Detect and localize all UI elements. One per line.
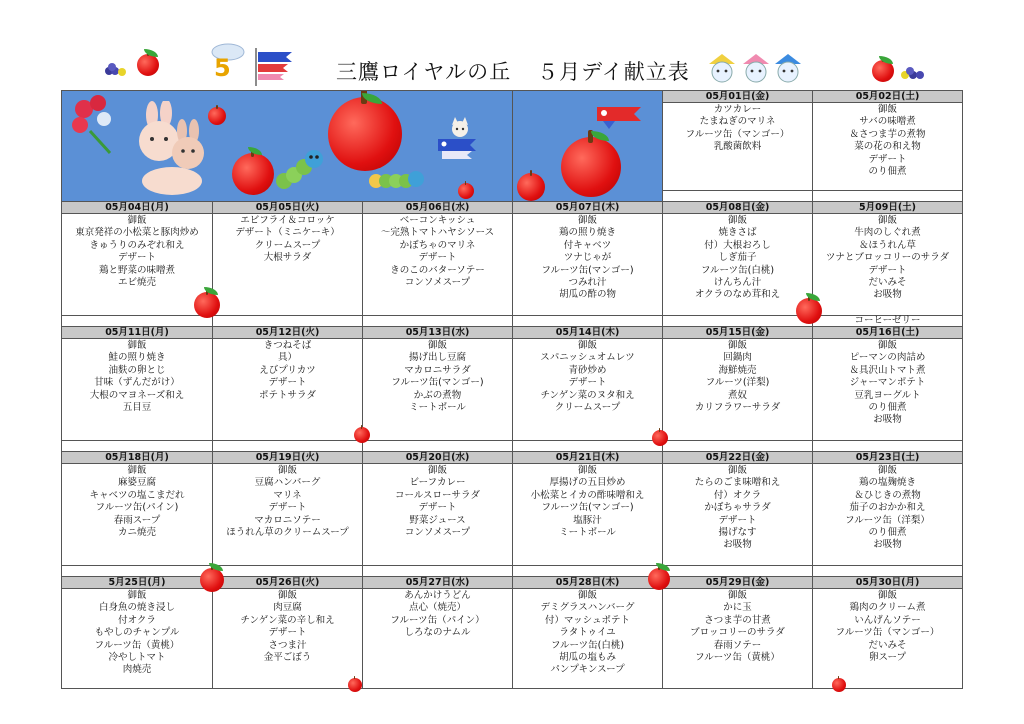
day-cell <box>213 577 363 689</box>
menu-item: 大根のマヨネーズ和え <box>89 389 185 401</box>
day-extra <box>513 565 662 576</box>
day-menu <box>213 589 362 688</box>
menu-item: 揚げなす <box>718 527 757 539</box>
day-cell <box>363 327 513 452</box>
day-menu <box>363 464 512 565</box>
menu-item: 鮭の照り焼き <box>108 352 166 364</box>
menu-item: 御飯 <box>578 590 598 601</box>
menu-item: ほうれん草のクリームスープ <box>226 527 349 539</box>
day-date: 05月12日(火) <box>213 327 362 339</box>
menu-item: きつねそば <box>263 340 312 351</box>
menu-item: フルーツ缶(白桃) <box>700 264 775 276</box>
menu-item: デザート <box>868 153 907 165</box>
grapes-icon <box>104 62 128 76</box>
day-cell <box>813 452 963 577</box>
menu-item: ＆具沢山トマト煮 <box>849 364 926 376</box>
menu-item: 卵スープ <box>868 652 907 664</box>
menu-item: 胡瓜の塩もみ <box>559 652 617 664</box>
banner-illustration <box>513 91 663 202</box>
menu-item: マカロニサラダ <box>404 364 471 376</box>
day-date: 05月26日(火) <box>213 577 362 589</box>
day-cell <box>813 202 963 327</box>
menu-item: チンゲン菜の辛し和え <box>240 614 335 626</box>
carp-streamer-icon <box>597 101 645 137</box>
menu-item: コンソメスープ <box>404 527 471 539</box>
apple-icon <box>328 97 402 171</box>
rabbit-illustration <box>124 101 220 197</box>
menu-item: 鶏の塩麹焼き <box>859 477 917 489</box>
day-menu <box>62 589 212 688</box>
day-date: 05月04日(月) <box>62 202 212 214</box>
menu-item: だいみそ <box>868 639 907 651</box>
day-date: 05月20日(水) <box>363 452 512 464</box>
day-extra: コーヒーゼリー <box>813 315 962 326</box>
menu-item: 春雨ソテー <box>713 639 762 651</box>
menu-item: たまねぎのマリネ <box>699 116 776 128</box>
menu-item: ミートボール <box>559 527 616 539</box>
menu-item: 御飯 <box>728 465 748 476</box>
day-menu <box>813 464 962 565</box>
menu-item: 御飯 <box>878 465 898 476</box>
menu-item: お吸物 <box>873 539 902 551</box>
menu-item: 乳酸菌飲料 <box>713 141 762 153</box>
menu-item: 御飯 <box>728 340 748 351</box>
menu-item: きのこのバターソテー <box>390 264 485 276</box>
day-menu <box>513 464 662 565</box>
menu-item: しぎ茄子 <box>718 252 757 264</box>
menu-item: お吸物 <box>873 414 902 426</box>
menu-item: デザート <box>718 514 757 526</box>
day-date: 05月11日(月) <box>62 327 212 339</box>
menu-item: チンゲン菜のヌタ和え <box>540 389 635 401</box>
menu-item: 付キャベツ <box>563 239 612 251</box>
menu-item: きゅうりのみぞれ和え <box>89 239 185 251</box>
menu-item: デザート（ミニケーキ） <box>235 227 340 239</box>
day-menu <box>62 464 212 565</box>
day-cell <box>62 452 213 577</box>
menu-item: 御飯 <box>878 590 898 601</box>
apple-icon <box>137 54 159 76</box>
week-row <box>62 452 963 577</box>
day-cell <box>213 202 363 327</box>
day-date: 05月28日(木) <box>513 577 662 589</box>
menu-item: いんげんソテー <box>854 614 921 626</box>
day-menu <box>213 214 362 315</box>
menu-item: 豆腐ハンバーグ <box>254 477 321 489</box>
menu-item: エビ焼売 <box>117 277 156 289</box>
day-menu <box>513 339 662 440</box>
menu-item: フルーツ缶(マンゴー) <box>391 377 484 389</box>
menu-item: 揚げ出し豆腐 <box>409 352 467 364</box>
menu-item: コンソメスープ <box>404 277 471 289</box>
day-cell <box>513 202 663 327</box>
menu-item: カニ焼売 <box>117 527 156 539</box>
day-cell <box>363 577 513 689</box>
apple-icon <box>561 137 621 197</box>
menu-item: 御飯 <box>578 340 598 351</box>
menu-item: デザート <box>268 377 307 389</box>
day-extra <box>663 315 812 326</box>
day-menu <box>62 214 212 315</box>
menu-item: ジャーマンポテト <box>849 377 926 389</box>
grapes-icon <box>900 66 926 80</box>
day-date: 5月25日(月) <box>62 577 212 589</box>
day-cell <box>813 577 963 689</box>
menu-item: エビフライ＆コロッケ <box>240 215 335 226</box>
day-menu <box>813 103 962 190</box>
menu-item: 点心（焼売） <box>409 602 467 614</box>
day-menu <box>663 339 812 440</box>
menu-item: 御飯 <box>728 215 748 226</box>
apple-icon <box>796 298 822 324</box>
apple-icon <box>232 153 274 195</box>
menu-item: 肉豆腐 <box>273 602 302 614</box>
day-extra <box>813 565 962 576</box>
menu-item: 御飯 <box>878 104 898 115</box>
day-menu <box>813 589 962 688</box>
menu-item: 海鮮焼売 <box>718 364 757 376</box>
day-cell <box>663 577 813 689</box>
day-menu <box>813 214 962 315</box>
menu-item: 御飯 <box>728 590 748 601</box>
menu-item: デザート <box>568 377 607 389</box>
menu-item: 鶏の照り焼き <box>559 227 617 239</box>
day-date: 5月09日(土) <box>813 202 962 214</box>
menu-item: さつま汁 <box>268 639 307 651</box>
menu-item: 御飯 <box>127 340 147 351</box>
day-cell <box>62 327 213 452</box>
day-date: 05月06日(水) <box>363 202 512 214</box>
menu-item: パンプキンスープ <box>550 664 625 676</box>
menu-item: 御飯 <box>428 465 448 476</box>
day-date: 05月01日(金) <box>663 91 812 103</box>
menu-item: フルーツ(洋梨) <box>705 377 770 389</box>
page-header <box>0 0 1024 90</box>
caterpillar-illustration <box>274 147 330 191</box>
day-cell <box>663 91 813 202</box>
apple-icon <box>652 430 668 446</box>
menu-item: ＆さつま芋の煮物 <box>849 128 926 140</box>
menu-item: フルーツ缶(マンゴー) <box>541 502 634 514</box>
menu-item: 煮奴 <box>728 389 748 401</box>
menu-item: 焼きさば <box>718 227 757 239</box>
menu-item: 油麩の卵とじ <box>108 364 166 376</box>
menu-item: フルーツ缶(白桃) <box>550 639 625 651</box>
menu-item: クリームスープ <box>554 402 621 414</box>
menu-item: のり佃煮 <box>868 402 907 414</box>
day-extra <box>663 190 812 201</box>
day-cell <box>513 327 663 452</box>
day-extra <box>62 565 212 576</box>
day-extra <box>663 565 812 576</box>
day-date: 05月19日(火) <box>213 452 362 464</box>
menu-item: キャベツの塩こまだれ <box>89 489 185 501</box>
day-extra <box>213 440 362 451</box>
menu-calendar <box>61 90 963 689</box>
day-menu <box>363 589 512 688</box>
day-extra <box>363 565 512 576</box>
menu-item: お吸物 <box>873 289 902 301</box>
menu-item: ＆ひじきの煮物 <box>854 489 921 501</box>
menu-item: のり佃煮 <box>868 166 907 178</box>
apple-icon <box>200 568 224 592</box>
menu-item: ベーコンキッシュ <box>399 215 476 226</box>
day-cell <box>363 202 513 327</box>
day-extra <box>213 565 362 576</box>
day-cell <box>213 452 363 577</box>
menu-item: しろなのナムル <box>404 627 471 639</box>
menu-item: あんかけうどん <box>404 590 471 601</box>
menu-item: 鶏と野菜の味噌煮 <box>98 264 175 276</box>
day-date: 05月14日(木) <box>513 327 662 339</box>
menu-item: 大根サラダ <box>263 252 312 264</box>
menu-item: だいみそ <box>868 277 907 289</box>
menu-item: 茄子のおかか和え <box>849 502 926 514</box>
menu-item: 青砂炒め <box>568 364 607 376</box>
menu-item: 付）オクラ <box>713 489 762 501</box>
menu-item: フルーツ缶（パイン） <box>390 614 485 626</box>
day-date: 05月22日(金) <box>663 452 812 464</box>
menu-item: デザート <box>868 264 907 276</box>
menu-item: ラタトゥイユ <box>559 627 616 639</box>
menu-item: 具） <box>277 352 297 364</box>
menu-item: ツナじゃが <box>563 252 612 264</box>
menu-item: 厚揚げの五目炒め <box>549 477 626 489</box>
menu-item: フルーツ缶(パイン) <box>95 502 179 514</box>
day-cell <box>513 452 663 577</box>
menu-item: 鶏肉のクリーム煮 <box>849 602 926 614</box>
menu-item: 塩豚汁 <box>573 514 602 526</box>
menu-item: 御飯 <box>127 590 147 601</box>
menu-item: フルーツ缶（洋梨） <box>845 514 930 526</box>
day-menu <box>363 339 512 440</box>
day-date: 05月05日(火) <box>213 202 362 214</box>
menu-item: デザート <box>117 252 156 264</box>
day-cell <box>363 452 513 577</box>
menu-item: 付オクラ <box>118 614 156 626</box>
apple-icon <box>354 427 370 443</box>
menu-item: 胡瓜の酢の物 <box>559 289 617 301</box>
day-extra <box>213 315 362 326</box>
menu-item: えびプリカツ <box>259 364 316 376</box>
menu-item: つみれ汁 <box>568 277 607 289</box>
menu-item: フルーツ缶（マンゴー） <box>685 128 790 140</box>
menu-item: 牛肉のしぐれ煮 <box>854 227 921 239</box>
day-menu <box>813 339 962 440</box>
day-date: 05月02日(土) <box>813 91 962 103</box>
menu-item: 御飯 <box>578 465 598 476</box>
menu-item: 御飯 <box>127 465 147 476</box>
menu-item: 御飯 <box>428 340 448 351</box>
day-menu <box>213 339 362 440</box>
menu-item: お吸物 <box>723 539 752 551</box>
menu-item: 白身魚の焼き浸し <box>98 602 175 614</box>
day-cell <box>813 327 963 452</box>
day-menu <box>513 589 662 688</box>
menu-item: サバの味噌煮 <box>859 116 916 128</box>
menu-item: ＆ほうれん草 <box>859 239 917 251</box>
carp-streamer-icon <box>438 135 482 159</box>
day-extra <box>363 440 512 451</box>
day-date: 05月21日(木) <box>513 452 662 464</box>
menu-item: コールスローサラダ <box>395 489 480 501</box>
day-date: 05月30日(月) <box>813 577 962 589</box>
menu-item: フルーツ缶（マンゴー） <box>835 627 940 639</box>
day-cell <box>663 202 813 327</box>
day-menu <box>663 103 812 190</box>
day-menu <box>62 339 212 440</box>
day-menu <box>663 214 812 315</box>
menu-item: デザート <box>418 252 457 264</box>
menu-item: 野菜ジュース <box>409 514 466 526</box>
day-extra <box>813 440 962 451</box>
day-extra <box>62 315 212 326</box>
menu-item: 豆乳ヨーグルト <box>854 389 921 401</box>
menu-item: クリームスープ <box>254 239 321 251</box>
menu-item: フルーツ缶（黄桃） <box>695 652 780 664</box>
menu-item: デザート <box>268 627 307 639</box>
menu-item: 金平ごぼう <box>263 652 312 664</box>
menu-item: カリフラワーサラダ <box>694 402 781 414</box>
menu-item: 五目豆 <box>122 402 152 414</box>
day-cell <box>213 327 363 452</box>
menu-item: 麻婆豆腐 <box>117 477 156 489</box>
menu-item: 御飯 <box>277 590 297 601</box>
menu-item: かぶの煮物 <box>413 389 462 401</box>
menu-item: フルーツ缶(マンゴー) <box>541 264 634 276</box>
apple-icon <box>348 678 362 692</box>
menu-item: 肉焼売 <box>122 664 152 676</box>
day-menu <box>213 464 362 565</box>
carnation-icon <box>70 95 120 155</box>
menu-item: フルーツ缶（黄桃） <box>94 639 180 651</box>
menu-item: ポテトサラダ <box>259 389 316 401</box>
menu-item: 東京発祥の小松菜と豚肉炒め <box>75 227 199 239</box>
menu-item: ～完熟トマトハヤシソース <box>380 227 495 239</box>
menu-item: 御飯 <box>878 215 898 226</box>
day-date: 05月29日(金) <box>663 577 812 589</box>
menu-item: 付）マッシュポテト <box>545 614 630 626</box>
menu-item: 菜の花の和え物 <box>854 141 921 153</box>
banner-illustration <box>62 91 513 202</box>
menu-item: 御飯 <box>878 340 898 351</box>
menu-item: たらのごま味噌和え <box>694 477 781 489</box>
apple-icon <box>517 173 545 201</box>
day-menu <box>663 464 812 565</box>
day-cell <box>813 91 963 202</box>
menu-item: マカロニソテー <box>254 514 321 526</box>
menu-item: 甘味（ずんだがけ） <box>94 377 180 389</box>
day-date: 05月15日(金) <box>663 327 812 339</box>
menu-item: 御飯 <box>127 215 147 226</box>
day-extra <box>62 440 212 451</box>
day-date: 05月23日(土) <box>813 452 962 464</box>
day-extra <box>813 190 962 201</box>
menu-item: カツカレー <box>713 104 762 115</box>
menu-item: 御飯 <box>578 215 598 226</box>
menu-item: ミートボール <box>409 402 466 414</box>
menu-item: かぼちゃサラダ <box>704 502 771 514</box>
menu-item: かぼちゃのマリネ <box>399 239 476 251</box>
menu-item: マリネ <box>273 489 302 501</box>
child-helmet-icon <box>706 50 804 84</box>
menu-item: デミグラスハンバーグ <box>540 602 635 614</box>
day-cell <box>513 577 663 689</box>
day-cell <box>663 452 813 577</box>
menu-item: 回鍋肉 <box>723 352 752 364</box>
month-badge: 5 <box>214 54 231 82</box>
day-extra <box>363 315 512 326</box>
day-cell <box>62 202 213 327</box>
day-menu <box>513 214 662 315</box>
menu-item: のり佃煮 <box>868 527 907 539</box>
day-date: 05月07日(木) <box>513 202 662 214</box>
menu-item: 小松菜とイカの酢味噌和え <box>530 489 645 501</box>
menu-item: ブロッコリーのサラダ <box>690 627 785 639</box>
day-extra <box>513 315 662 326</box>
menu-item: けんちん汁 <box>713 277 762 289</box>
day-menu <box>663 589 812 688</box>
apple-icon <box>648 568 670 590</box>
menu-item: 冷やしトマト <box>108 652 166 664</box>
week-row <box>62 91 963 202</box>
menu-item: オクラのなめ茸和え <box>694 289 781 301</box>
menu-item: ビーフカレー <box>409 477 466 489</box>
menu-item: もやしのチャンプル <box>94 627 180 639</box>
week-row <box>62 327 963 452</box>
day-extra <box>513 440 662 451</box>
caterpillar-illustration <box>368 167 424 191</box>
day-extra <box>663 440 812 451</box>
day-cell <box>62 577 213 689</box>
day-cell <box>663 327 813 452</box>
menu-item: 御飯 <box>277 465 297 476</box>
apple-icon <box>194 292 220 318</box>
menu-item: かに玉 <box>723 602 752 614</box>
day-date: 05月27日(水) <box>363 577 512 589</box>
menu-item: ツナとブロッコリーのサラダ <box>825 252 950 264</box>
menu-item: ピーマンの肉詰め <box>849 352 926 364</box>
menu-item: デザート <box>418 502 457 514</box>
day-menu <box>363 214 512 315</box>
menu-item: 付）大根おろし <box>704 239 771 251</box>
apple-icon <box>832 678 846 692</box>
menu-item: さつま芋の甘煮 <box>704 614 771 626</box>
menu-item: スパニッシュオムレツ <box>540 352 635 364</box>
apple-icon <box>458 183 474 199</box>
day-date: 05月16日(土) <box>813 327 962 339</box>
week-row <box>62 577 963 689</box>
menu-item: デザート <box>268 502 307 514</box>
day-date: 05月18日(月) <box>62 452 212 464</box>
page-title: 三鷹ロイヤルの丘 ５月デイ献立表 <box>336 60 690 84</box>
apple-icon <box>208 107 226 125</box>
day-date: 05月13日(水) <box>363 327 512 339</box>
day-date: 05月08日(金) <box>663 202 812 214</box>
menu-item: 春雨スープ <box>113 514 161 526</box>
